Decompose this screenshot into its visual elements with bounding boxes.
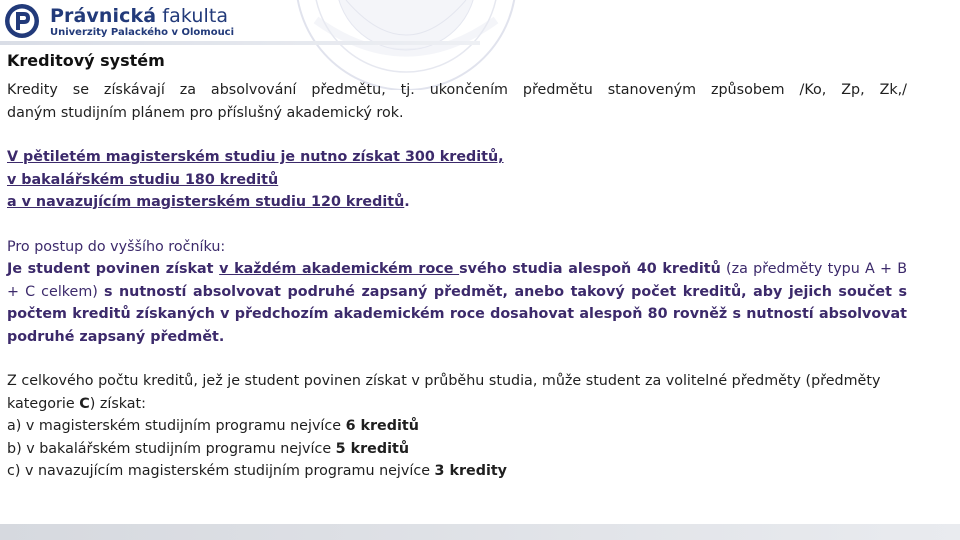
elective-item-a-prefix: a) v magisterském studijním programu nejvíce <box>7 418 346 434</box>
slide-content <box>7 79 907 483</box>
elective-part-a: Z celkového počtu kreditů, jež je student povinen získat v průběhu studia, může student za volitelné předměty (předměty kategorie <box>7 373 881 412</box>
faculty-subtitle: Univerzity Palackého v Olomouci <box>50 27 235 38</box>
elective-item-b-prefix: b) v bakalářském studijním programu nejvíce <box>7 440 336 457</box>
header <box>0 0 960 46</box>
credits-paragraph <box>7 146 907 214</box>
progress-part-a: Je student povinen získat <box>7 261 220 277</box>
credits-line-3: a v navazujícím magisterském studiu 120 kreditů <box>7 194 405 210</box>
intro-line-1: Kredity se získávají za absolvování předmětu, tj. ukončením předmětu stanoveným způsobem /Ko, Zp, Zk,/ <box>7 82 907 98</box>
progress-paragraph <box>7 258 907 348</box>
progress-part-b: v každém akademickém roce <box>219 261 460 277</box>
elective-item-a-value: 6 kreditů <box>345 418 419 434</box>
progress-part-d: (za předměty typu A + B + C celkem) <box>7 261 907 300</box>
footer-bar <box>0 524 960 540</box>
spacer <box>7 214 907 236</box>
intro-line-2: daným studijním plánem pro příslušný akademický rok. <box>7 104 404 121</box>
credits-line-3-end: . <box>404 194 410 210</box>
faculty-title <box>50 5 228 27</box>
elective-item-c-value: 3 kredity <box>434 463 507 479</box>
spacer <box>7 348 907 370</box>
elective-category: C <box>79 395 90 412</box>
progress-part-c: svého studia alespoň 40 kreditů <box>459 261 721 277</box>
spacer <box>7 124 907 146</box>
faculty-title-light: fakulta <box>156 5 229 27</box>
university-seal <box>196 0 616 90</box>
progress-part-e: s nutností absolvovat podruhé zapsaný předmět, anebo takový počet kreditů, aby jejich součet s počtem kreditů získaných v předchozím akademickém roce dosahovat alespoň 80 rovněž s nutností absolvovat podruhé zapsaný předmět. <box>7 283 907 345</box>
page-title: Kreditový systém <box>7 51 165 70</box>
elective-item-b-value: 5 kreditů <box>335 440 409 457</box>
intro-paragraph <box>7 79 907 102</box>
elective-item-c <box>7 460 907 483</box>
credits-line-1: V pětiletém magisterském studiu je nutno získat 300 kreditů, <box>7 149 504 165</box>
faculty-title-bold: Právnická <box>50 5 157 27</box>
faculty-logo-icon <box>4 3 40 39</box>
header-band <box>0 41 480 45</box>
elective-part-b: ) získat: <box>89 395 146 412</box>
elective-item-c-prefix: c) v navazujícím magisterském studijním programu nejvíce <box>7 463 435 479</box>
progress-heading-text: Pro postup do vyššího ročníku: <box>7 238 226 255</box>
elective-item-a <box>7 415 907 438</box>
progress-heading <box>7 236 907 259</box>
elective-paragraph <box>7 370 907 415</box>
credits-line-2: v bakalářském studiu 180 kreditů <box>7 171 279 188</box>
elective-item-b <box>7 438 907 461</box>
intro-paragraph-end <box>7 102 907 125</box>
